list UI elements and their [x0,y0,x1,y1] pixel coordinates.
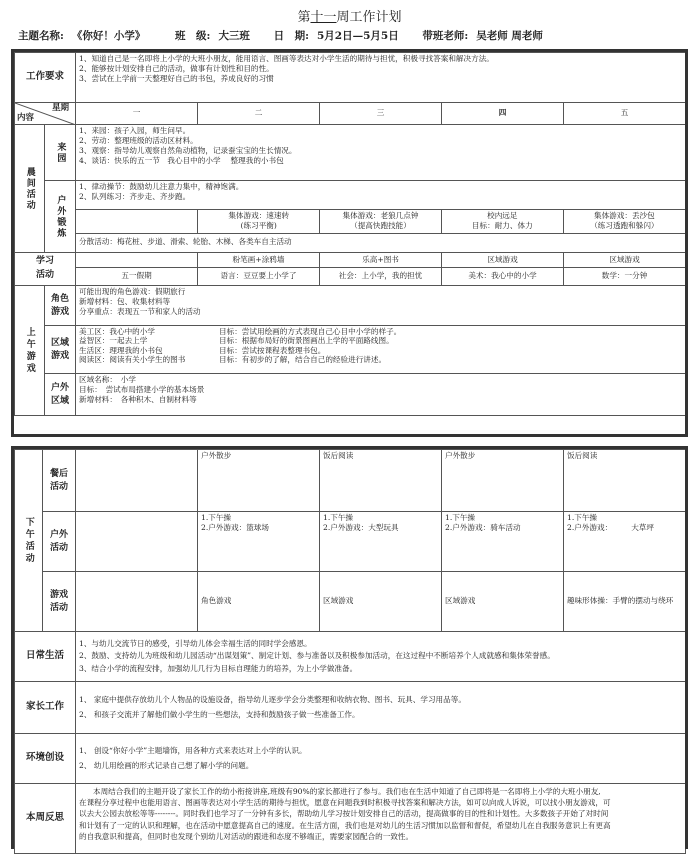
goals-content: 1、知道自己是一名即将上小学的大班小朋友，能用语言、图画等表达对小学生活的期待与担忧，积极寻找答案和解决方法。 2、能够按计划安排自己的活动，做事有计划性和目的性。 3、尝试在上学前一天整理好自己的书包，养成良好的习惯 [76,53,686,103]
study-label: 学习 活动 [15,253,76,286]
reflection-label: 本周反思 [15,784,76,854]
study-area-fri: 区域游戏 [564,253,686,268]
day-header-tue: 二 [198,103,320,125]
pm-outdoor-label: 户外 活动 [43,512,76,572]
group-game-tue: 集体游戏：速速转 (练习平衡) [198,209,320,233]
study-lesson-tue: 语言：豆豆要上小学了 [198,268,320,286]
outdoor-exercise-label: 户外锻炼 [45,181,76,253]
pm-outdoor-fri: 1.下午操 2.户外游戏： 大草坪 [564,512,686,572]
morning-plan-table [14,52,686,416]
pm-game-fri: 趣味形体操：手臂的摆动与绕环 [564,572,686,632]
am-games-label: 上午游戏 [15,286,45,416]
role-play-label: 角色 游戏 [45,286,76,326]
group-game-mon [76,209,198,233]
outdoor-exercise-content: 1、律动操节：鼓励幼儿注意力集中，精神饱满。 2、队列练习：齐步走、齐步跑。 [76,181,686,209]
study-lesson-mon: 五一假期 [76,268,198,286]
outdoor-area-label: 户外 区域 [45,374,76,416]
pm-outdoor-mon [76,512,198,572]
daily-life-content: 1、与幼儿交流节日的感受，引导幼儿体会幸福生活的同时学会感恩。 2、鼓励、支持幼儿为班级和幼儿园活动“出谋划策”、制定计划、参与准备以及积极参加活动，在这过程中不断培养个人成就感和集体荣誉感。 3、结合小学的流程安排，加强幼儿几行为目标自理能力的培养，为上小学做准备。 [76,632,686,682]
study-area-tue: 粉笔画+涂鸦墙 [198,253,320,268]
study-lesson-thu: 美术：我心中的小学 [442,268,564,286]
after-meal-thu: 户外散步 [442,450,564,512]
environment-label: 环境创设 [15,734,76,784]
outdoor-area-content: 区域名称： 小学 目标： 尝试布局搭建小学的基本场景 新增材料： 各种积木、自制材料等 [76,374,686,416]
daily-life-label: 日常生活 [15,632,76,682]
after-meal-tue: 户外散步 [198,450,320,512]
after-meal-wed: 饭后阅读 [320,450,442,512]
after-meal-label: 餐后 活动 [43,450,76,512]
pm-outdoor-tue: 1.下午操 2.户外游戏：篮球场 [198,512,320,572]
area-games-label: 区域 游戏 [45,326,76,374]
group-games-block [76,209,686,253]
teacher-value: 吴老师 周老师 [476,30,543,42]
pm-game-tue: 角色游戏 [198,572,320,632]
group-game-thu: 校内远足 目标：耐力、体力 [441,209,563,233]
group-game-wed: 集体游戏：老狼几点钟 （提高快跑技能） [320,209,442,233]
class-label: 班 级: [175,30,211,42]
reflection-content: 本周结合我们的主题开设了家长工作的幼小衔接讲座,班级有90%的家长都进行了参与。我们也在生活中知道了自己即将是一名即将上小学的大班小朋友, 在课程分享过程中也能用语言、图画等表达对小学生活的期待与担忧，愿意在问题我到时积极寻找答案和解决方法，如可以向成人诉说，可以找小朋友游戏，可 以去大公园去放松等等--------。同时我们也学习了一分钟有多长，帮助幼儿学习按计划安排自己的活动，提高做事的目的性和计划性。大多数孩子开始了对时间 和计划有了一定的认识和理解，也在活动中愿意提高自己的速度。在生活方面，我们也是对幼儿的生活习惯加以监督和督促，希望幼儿在自我服务意识上有更高 的自我意识和提高，但同时也发现个别幼儿对活动的跟进和态度不够端正，需要家园配合的一致性。 [76,784,686,854]
plan-info-bar [18,28,551,43]
date-value: 5月2日—5月5日 [316,30,399,42]
arrival-content: 1、来园：孩子入园，师生问早。 2、劳动：整理班级的活动区材料。 3、观察：指导幼儿观察自然角动植物，记录蚕宝宝的生长情况。 4、谈话：快乐的五一节 我心目中的小学 整理我的小书包 [76,125,686,181]
area-games-content: 美工区：我心中的小学 目标：尝试用绘画的方式表现自己心目中小学的样子。 益智区：一起去上学 目标：根据布局好的街景图画出上学的平面路线图。 生活区：理理我的小书包 目标：尝试按课程表整理书包。 阅读区：阅读有关小学生的图书 目标：有初步的了解，结合自己的经验进行讲述。 [76,326,686,374]
pm-games-label: 游戏 活动 [43,572,76,632]
morning-label: 晨间活动 [15,125,45,253]
teacher-label: 带班老师: [422,30,469,42]
study-lesson-fri: 数学：一分钟 [564,268,686,286]
date-label: 日 期: [273,30,309,42]
after-meal-mon [76,450,198,512]
pm-game-thu: 区域游戏 [442,572,564,632]
goals-label: 工作要求 [15,53,76,103]
afternoon-label: 下午活动 [15,450,43,632]
theme-value: 《你好！小学》 [71,30,146,42]
study-area-thu: 区域游戏 [442,253,564,268]
pm-game-wed: 区域游戏 [320,572,442,632]
pm-outdoor-wed: 1.下午操 2.户外游戏：大型玩具 [320,512,442,572]
arrival-label: 来园 [45,125,76,181]
environment-content: 1、 创设“你好小学”主题墙饰，用各种方式来表达对上小学的认识。 2、 幼儿用绘画的形式记录自己想了解小学的问题。 [76,734,686,784]
afternoon-plan-table [14,449,686,854]
study-area-wed: 乐高+图书 [320,253,442,268]
role-play-content: 可能出现的角色游戏：假期旅行 新增材料：包、收集材料等 分享重点：表现五一节和家人的活动 [76,286,686,326]
day-header-thu: 四 [442,103,564,125]
page-title: 第十一周工作计划 [297,10,402,25]
study-lesson-wed: 社会：上小学，我的担忧 [320,268,442,286]
day-header-mon: 一 [76,103,198,125]
parents-work-content: 1、 家庭中提供存放幼儿个人物品的设施设备，指导幼儿逐步学会分类整理和收纳衣物、图书、玩具、学习用品等。 2、 和孩子交流并了解他们做小学生的一些想法，支持和鼓励孩子做一些准备工作。 [76,682,686,734]
weekday-content-corner: 星期 内容 [15,103,76,125]
day-header-wed: 三 [320,103,442,125]
theme-label: 主题名称: [18,30,64,42]
after-meal-fri: 饭后阅读 [564,450,686,512]
pm-outdoor-thu: 1.下午操 2.户外游戏：骑车活动 [442,512,564,572]
scatter-activities: 分散活动：梅花桩、步道、滑索、轮胎、木梯、各类车自主活动 [76,233,685,251]
group-game-fri: 集体游戏：丢沙包 （练习透跑和躲闪） [563,209,685,233]
study-area-mon [76,253,198,268]
parents-work-label: 家长工作 [15,682,76,734]
pm-game-mon [76,572,198,632]
day-header-fri: 五 [564,103,686,125]
class-value: 大三班 [218,30,250,42]
